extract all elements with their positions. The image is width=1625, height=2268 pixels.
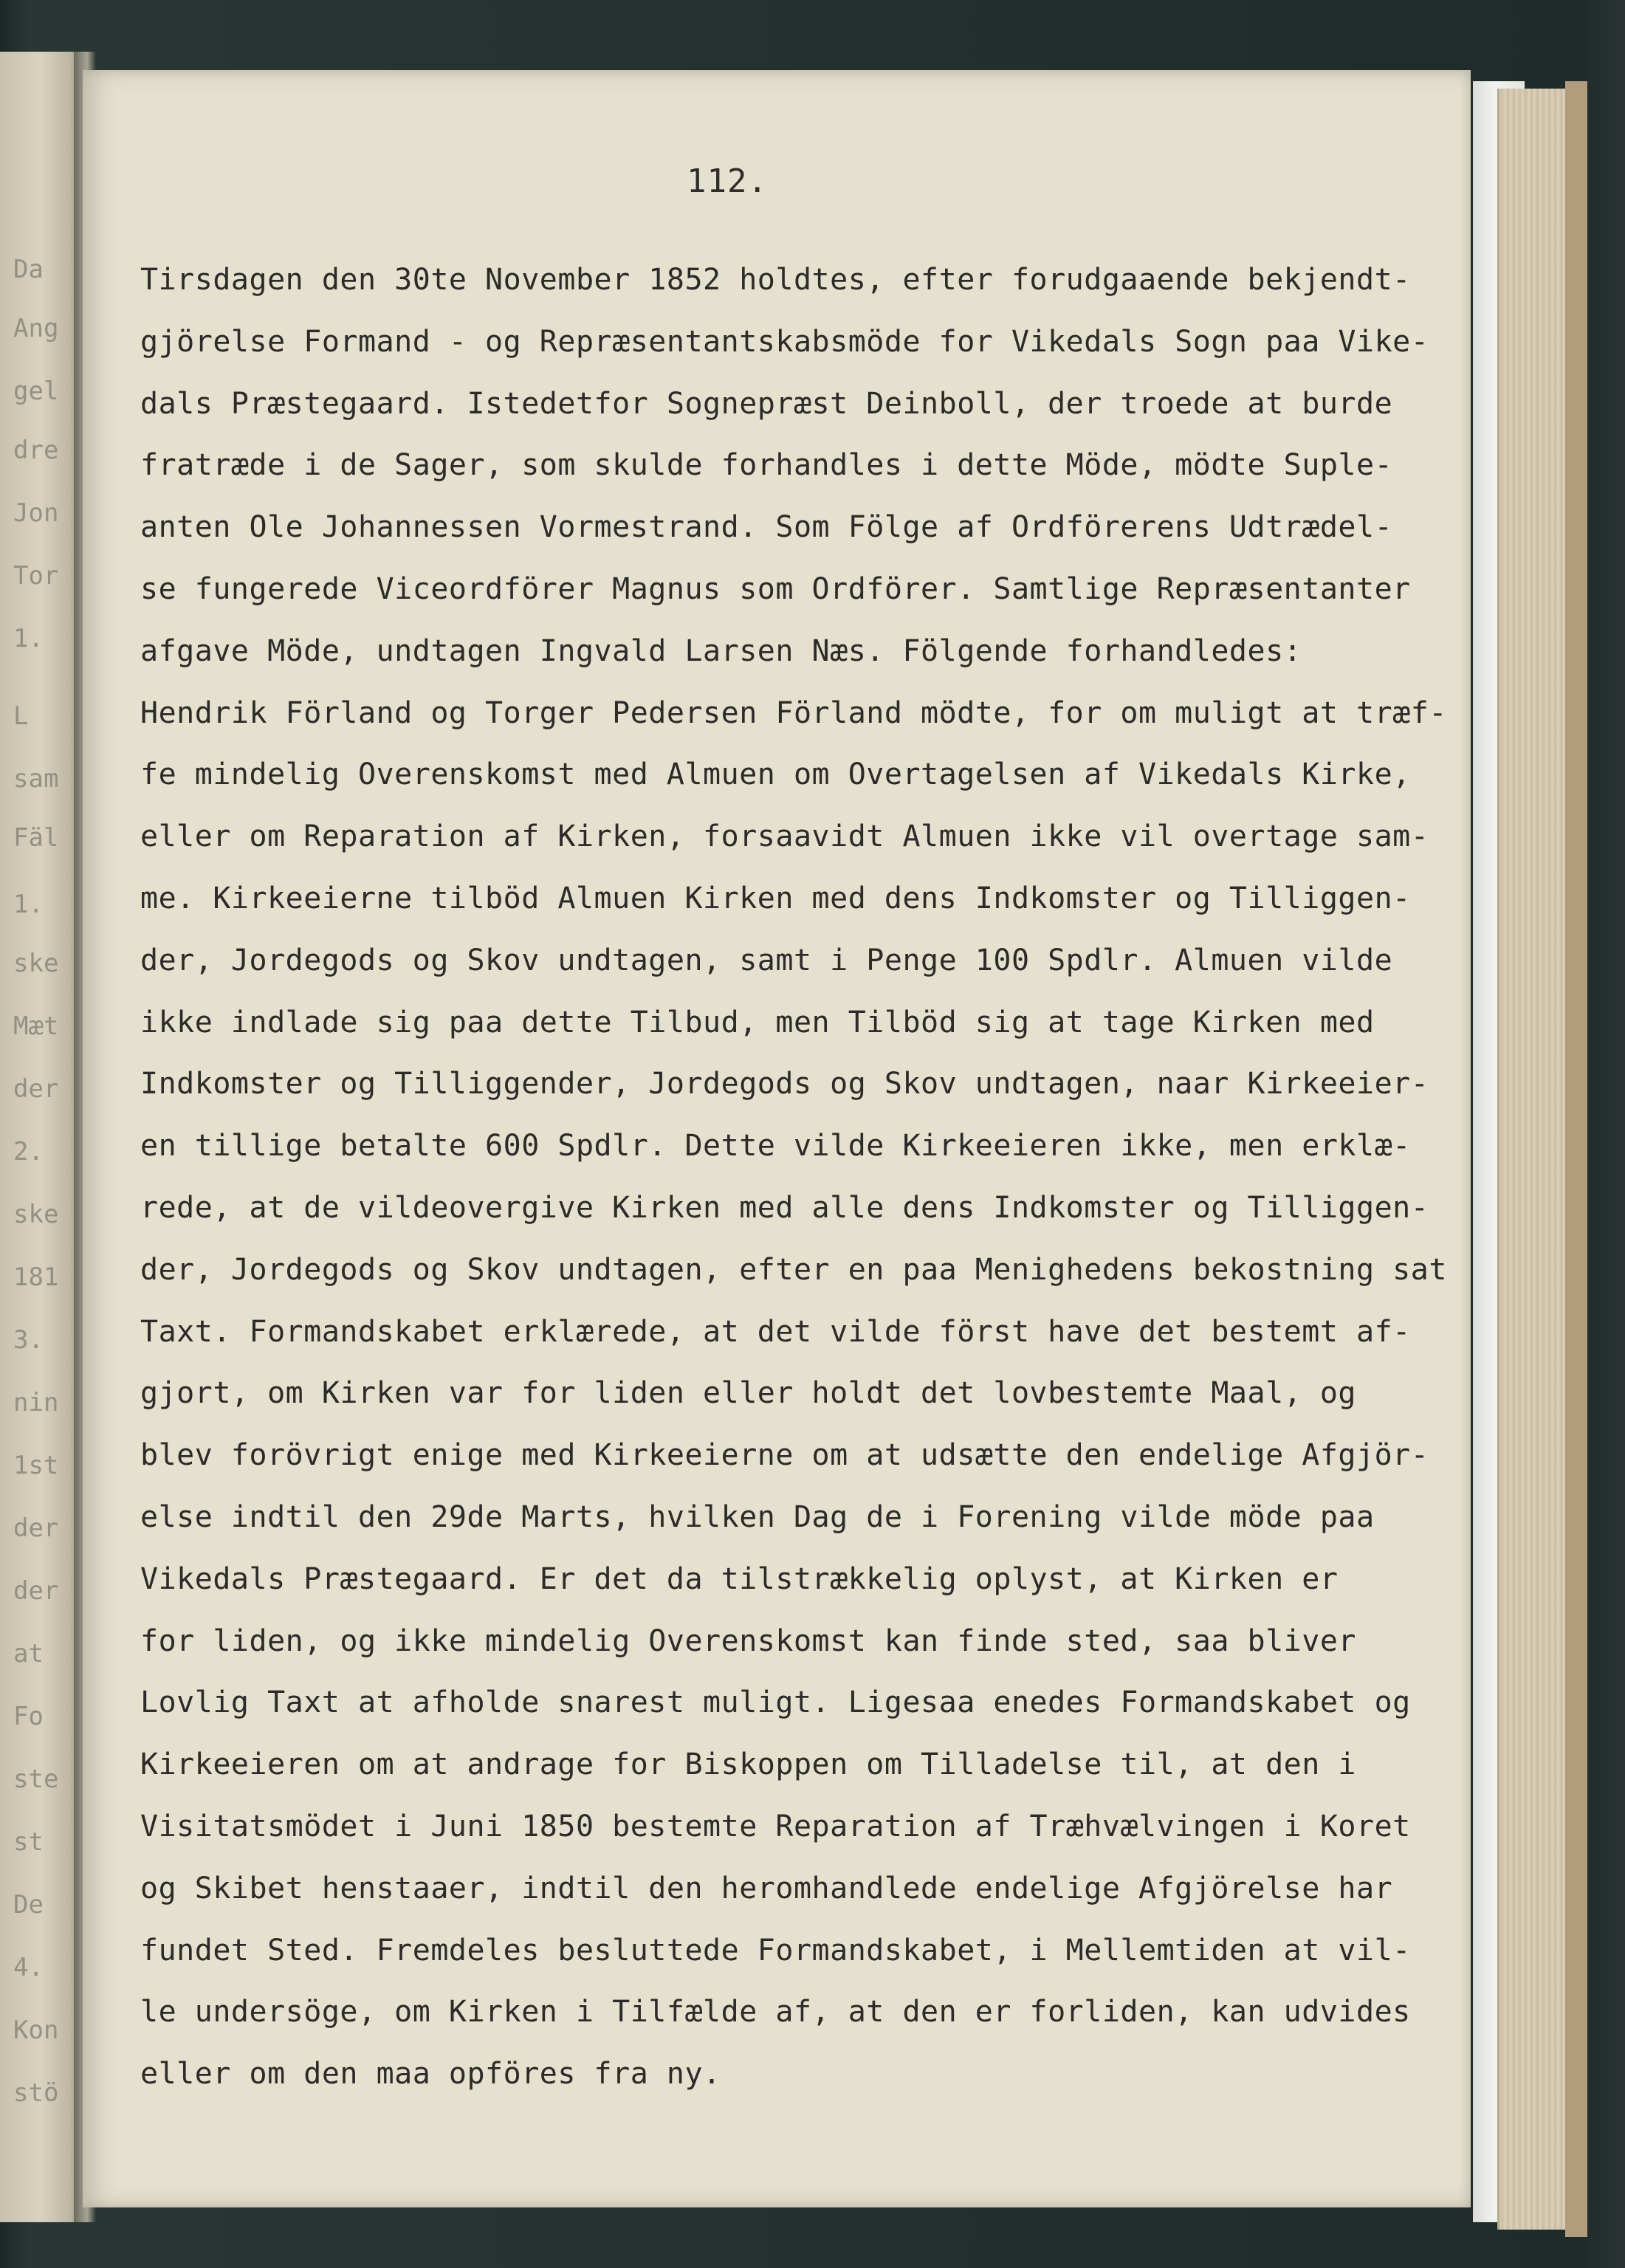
left-page-fragment: stö [13,2078,59,2108]
left-page-fragment: L [13,701,29,731]
text-line: se fungerede Viceordförer Magnus som Ordförer. Samtlige Repræsentanter [140,571,1411,606]
left-page-fragment: ske [13,949,59,978]
page-number: 112. [687,162,768,200]
left-page-fragment: sam [13,764,59,794]
left-page-fragment: der [13,1513,59,1543]
left-page-fragment: nin [13,1388,59,1418]
text-line: rede, at de vildeovergive Kirken med alle dens Indkomster og Tilliggen- [140,1190,1429,1225]
left-page-fragment: Jon [13,498,59,528]
text-line: afgave Möde, undtagen Ingvald Larsen Næs. Fölgende forhandledes: [140,633,1302,668]
text-line: Indkomster og Tilliggender, Jordegods og Skov undtagen, naar Kirkeeier- [140,1067,1429,1102]
left-page-fragment: 1. [13,624,44,653]
left-page-fragment: der [13,1074,59,1104]
left-page-fragment: der [13,1576,59,1606]
text-line: der, Jordegods og Skov undtagen, efter en paa Menighedens bekostning sat [140,1252,1447,1287]
left-page-fragment: st [13,1827,44,1857]
text-line: me. Kirkeeierne tilböd Almuen Kirken med dens Indkomster og Tilliggen- [140,881,1411,915]
text-line: Visitatsmödet i Juni 1850 bestemte Reparation af Træhvælvingen i Koret [140,1809,1411,1843]
left-page-fragment: 1. [13,890,44,919]
left-page-fragment: 181 [13,1262,59,1292]
text-line: gjort, om Kirken var for liden eller holdt det lovbestemte Maal, og [140,1376,1356,1411]
left-page-fragment: gel [13,377,59,406]
left-page-fragment: Fo [13,1702,44,1731]
text-line: Hendrik Förland og Torger Pedersen Förland mödte, for om muligt at træf- [140,695,1447,730]
left-page-fragment: at [13,1639,44,1669]
left-page-fragment: De [13,1890,44,1920]
left-page-fragment: 2. [13,1137,44,1166]
left-page-fragment: ske [13,1200,59,1229]
text-line: Tirsdagen den 30te November 1852 holdtes, efter forudgaaende bekjendt- [140,263,1411,297]
text-line: Kirkeeieren om at andrage for Biskoppen om Tilladelse til, at den i [140,1748,1356,1782]
text-line: Lovlig Taxt at afholde snarest muligt. Ligesaa enedes Formandskabet og [140,1685,1411,1720]
text-line: anten Ole Johannessen Vormestrand. Som Fölge af Ordförerens Udtrædel- [140,510,1393,545]
text-line: eller om Reparation af Kirken, forsaavidt Almuen ikke vil overtage sam- [140,819,1429,854]
left-page-fragment: Ang [13,314,59,343]
left-page-fragment: Fäl [13,823,59,853]
text-line: Vikedals Præstegaard. Er det da tilstrækkelig oplyst, at Kirken er [140,1561,1339,1596]
text-line: og Skibet henstaaer, indtil den heromhandlede endelige Afgjörelse har [140,1871,1393,1906]
left-page-fragment: 3. [13,1325,44,1355]
text-line: blev forövrigt enige med Kirkeeierne om at udsætte den endelige Afgjör- [140,1438,1429,1473]
text-line: der, Jordegods og Skov undtagen, samt i Penge 100 Spdlr. Almuen vilde [140,943,1393,977]
text-line: le undersöge, om Kirken i Tilfælde af, at den er forliden, kan udvides [140,1995,1411,2030]
text-line: fundet Sted. Fremdeles besluttede Formandskabet, i Mellemtiden at vil- [140,1933,1411,1968]
text-line: gjörelse Formand - og Repræsentantskabsmöde for Vikedals Sogn paa Vike- [140,324,1429,359]
book-page-edges [1497,89,1573,2230]
text-line: for liden, og ikke mindelig Overenskomst kan finde sted, saa bliver [140,1623,1356,1658]
text-line: dals Præstegaard. Istedetfor Sognepræst Deinboll, der troede at burde [140,386,1393,421]
text-line: en tillige betalte 600 Spdlr. Dette vilde Kirkeeieren ikke, men erklæ- [140,1129,1411,1164]
left-page-fragment: Tor [13,561,59,591]
text-line: eller om den maa opföres fra ny. [140,2057,721,2092]
book-cover-edge [1565,81,1587,2237]
left-page-fragment: Kon [13,2016,59,2045]
text-line: Taxt. Formandskabet erklærede, at det vilde först have det bestemt af- [140,1314,1411,1349]
left-page-fragment: Mæt [13,1011,59,1041]
typed-text-body [140,250,1462,2106]
left-page-fragment: 4. [13,1953,44,1982]
left-page-edge [0,52,83,2222]
text-line: fe mindelig Overenskomst med Almuen om Overtagelsen af Vikedals Kirke, [140,757,1411,792]
text-line: else indtil den 29de Marts, hvilken Dag de i Forening vilde möde paa [140,1499,1375,1534]
left-page-fragment: ste [13,1764,59,1794]
left-page-fragment: 1st [13,1451,59,1480]
left-page-fragment: Da [13,255,44,284]
left-page-fragment: dre [13,436,59,465]
text-line: ikke indlade sig paa dette Tilbud, men Tilböd sig at tage Kirken med [140,1005,1375,1040]
text-line: fratræde i de Sager, som skulde forhandles i dette Möde, mödte Suple- [140,448,1393,483]
